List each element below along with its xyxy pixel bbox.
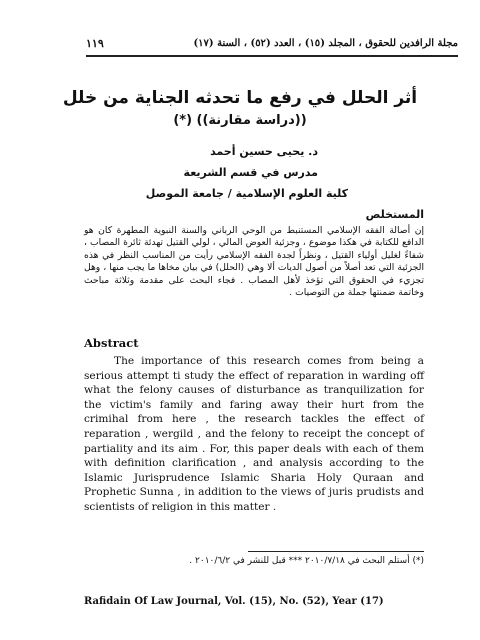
journal-header: مجلة الرافدين للحقوق ، المجلد (١٥) ، العدد (٥٢) ، السنة (١٧) [193, 37, 458, 49]
author-block [145, 141, 348, 204]
page-number: ١١٩ [86, 36, 104, 50]
footnote: (*) أستلم البحث في ٢٠١٠/٧/١٨ *** قبل للنشر في ٢٠١٠/٦/٢ . [189, 556, 424, 566]
article-subtitle: ((دراسة مقارنة)) (*) [173, 113, 307, 128]
english-abstract-text: The importance of this research comes from being a serious attempt ti study the effect of reparation in warding off what the felony causes of disturbance as tranquilization for the victim's family and faring away their hurt from the crimihal from here , the research tackles the effect of reparation , wergild , and the felony to receipt the concept of partiality and its aim . For, this paper deals with each of them with definition clarification , and analysis according to the Islamic Jurisprudence Islamic Sharia Holy Quraan and Prophetic Sunna , in addition to the views of juris prudists and scientists of religion in this matter . [84, 355, 424, 513]
article-title: أثر الحلل في رفع ما تحدثه الجناية من خلل [62, 88, 418, 108]
english-abstract-heading: Abstract [84, 336, 139, 350]
author-name: د. يحيى حسين أحمد [210, 145, 318, 158]
author-affiliation: كلية العلوم الإسلامية / جامعة الموصل [145, 187, 348, 200]
footnote-divider [248, 551, 424, 552]
running-header [86, 33, 458, 57]
running-footer: Rafidain Of Law Journal, Vol. (15), No. (52), Year (17) [84, 596, 384, 607]
arabic-abstract-text: إن أصالة الفقه الإسلامي المستنبط من الوحي الرباني والسنة النبوية المطهرة كان هو الدافع للكتابة في هكذا موضوع ، وجزئية العوض المالي ، لولي القتيل تهدئة ثائرة المصاب ، شفاءً لغليل أولياء القتيل ، ونظراً لجدة الفقه الإسلامي رأيت من المناسب النظر في هذه الجزئية التي تعد أصلاً من أصول الديات ألا وهي (الحلل) في بيان مخاها ما يجب منها ، وهل تجزيء في الحقوق التي تؤخذ لأهل المصاب . فجاء البحث على مقدمة وثلاثة مباحث وخاتمة ضمنتها جملة من التوصيات . [84, 225, 424, 299]
arabic-abstract-heading: المستخلص [365, 208, 424, 221]
author-position: مدرس في قسم الشريعة [183, 166, 318, 179]
